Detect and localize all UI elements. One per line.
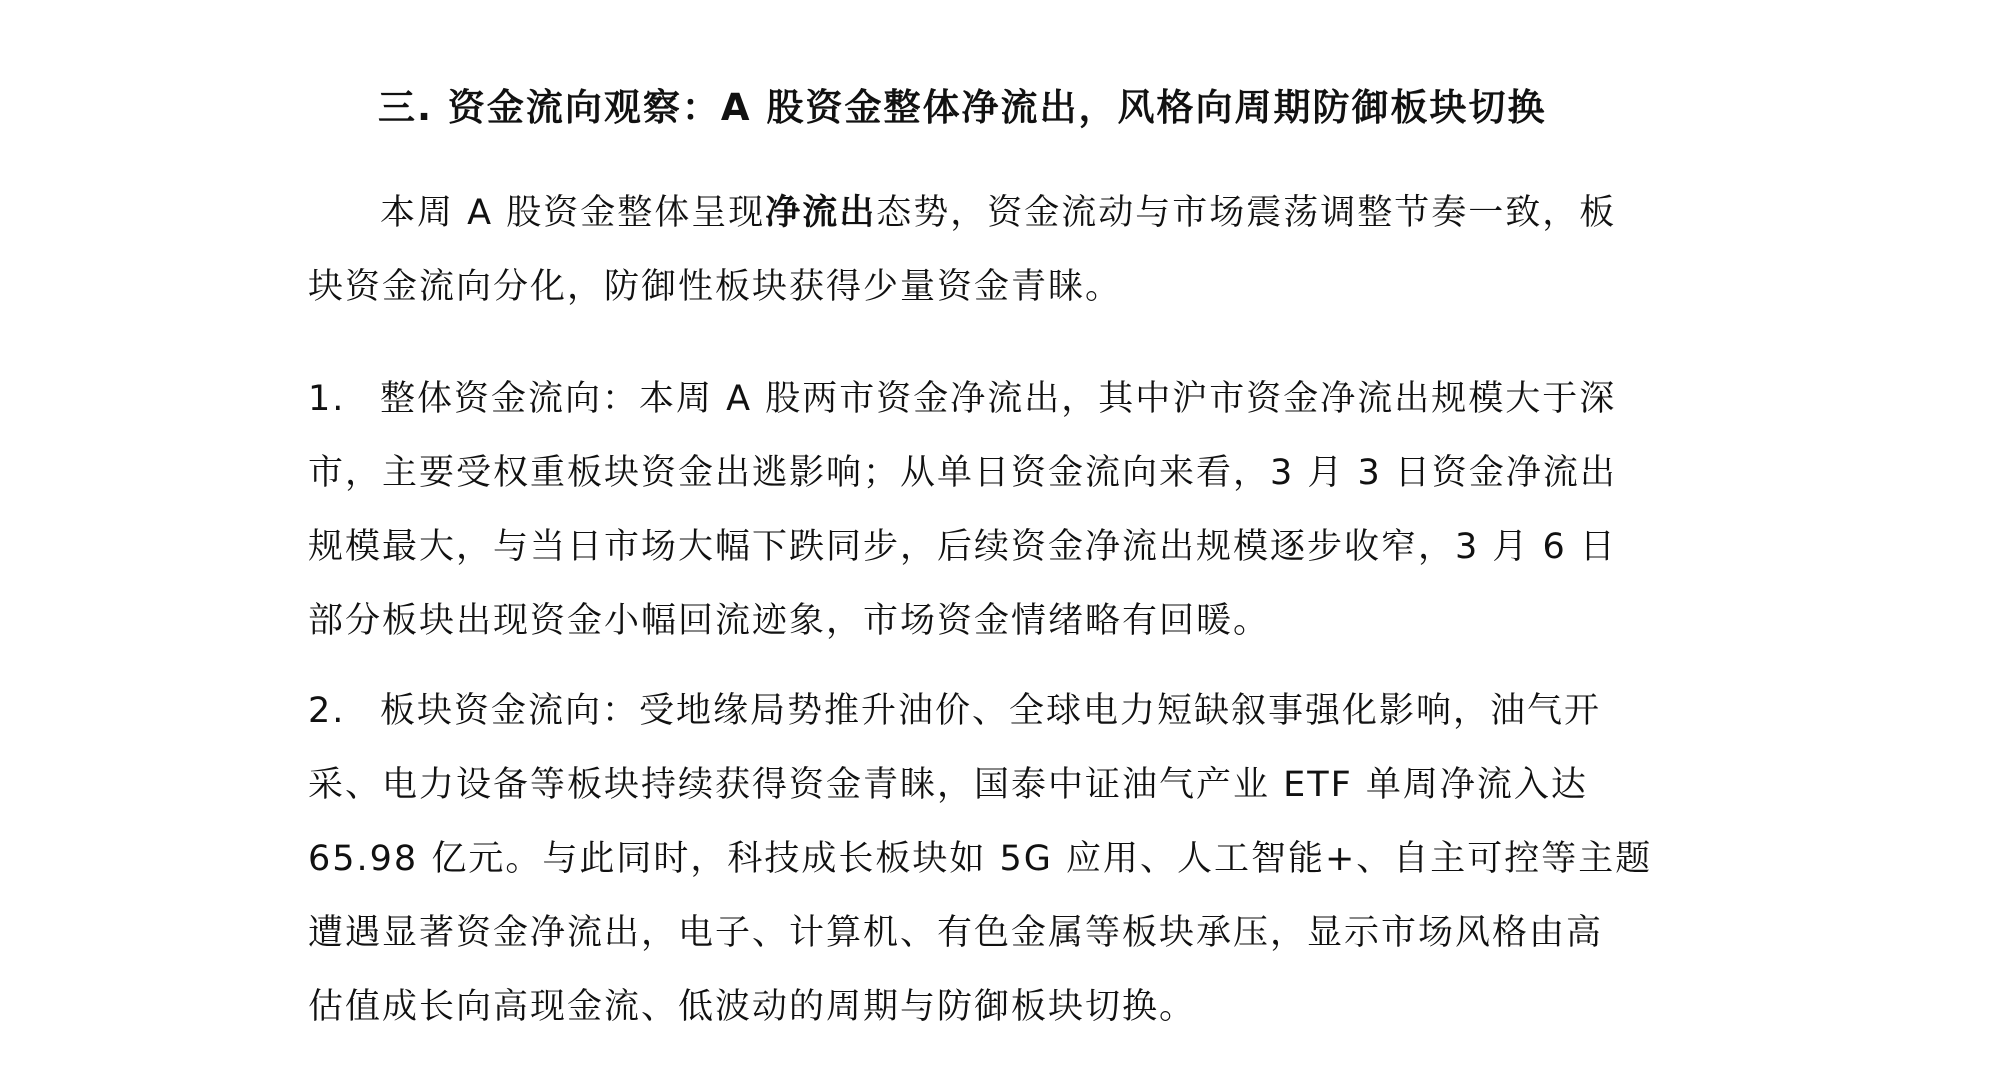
list-item-line: 采、电力设备等板块持续获得资金青睐，国泰中证油气产业 ETF 单周净流入达 (308, 765, 1588, 805)
list-item-line: 部分板块出现资金小幅回流迹象，市场资金情绪略有回暖。 (308, 601, 1271, 641)
list-item-number: 2. (308, 691, 346, 731)
list-item-sector-flow (308, 674, 1708, 1044)
list-item-number: 1. (308, 379, 346, 419)
list-item-line: 市，主要受权重板块资金出逃影响；从单日资金流向来看，3 月 3 日资金净流出 (308, 453, 1617, 493)
list-item-line: 65.98 亿元。与此同时，科技成长板块如 5G 应用、人工智能+、自主可控等主题 (308, 839, 1653, 879)
intro-line-1 (308, 176, 1708, 250)
list-item-text: 板块资金流向：受地缘局势推升油价、全球电力短缺叙事强化影响，油气开 (380, 691, 1602, 731)
intro-text-pre: 本周 A 股资金整体呈现 (380, 193, 766, 233)
intro-paragraph (308, 176, 1708, 324)
list-item-line: 规模最大，与当日市场大幅下跌同步，后续资金净流出规模逐步收窄，3 月 6 日 (308, 527, 1617, 567)
list-item-line: 估值成长向高现金流、低波动的周期与防御板块切换。 (308, 987, 1197, 1027)
intro-line-2: 块资金流向分化，防御性板块获得少量资金青睐。 (308, 267, 1123, 307)
list-item-line: 遭遇显著资金净流出，电子、计算机、有色金属等板块承压，显示市场风格由高 (308, 913, 1604, 953)
section-heading: 三. 资金流向观察：A 股资金整体净流出，风格向周期防御板块切换 (378, 86, 1547, 129)
intro-text-post: 态势，资金流动与市场震荡调整节奏一致，板 (876, 193, 1617, 233)
list-item-text: 整体资金流向：本周 A 股两市资金净流出，其中沪市资金净流出规模大于深 (380, 379, 1617, 419)
list-item-overall-flow (308, 362, 1708, 658)
intro-text-bold: 净流出 (765, 193, 877, 233)
list-item-line (308, 674, 1708, 748)
list-item-line (308, 362, 1708, 436)
